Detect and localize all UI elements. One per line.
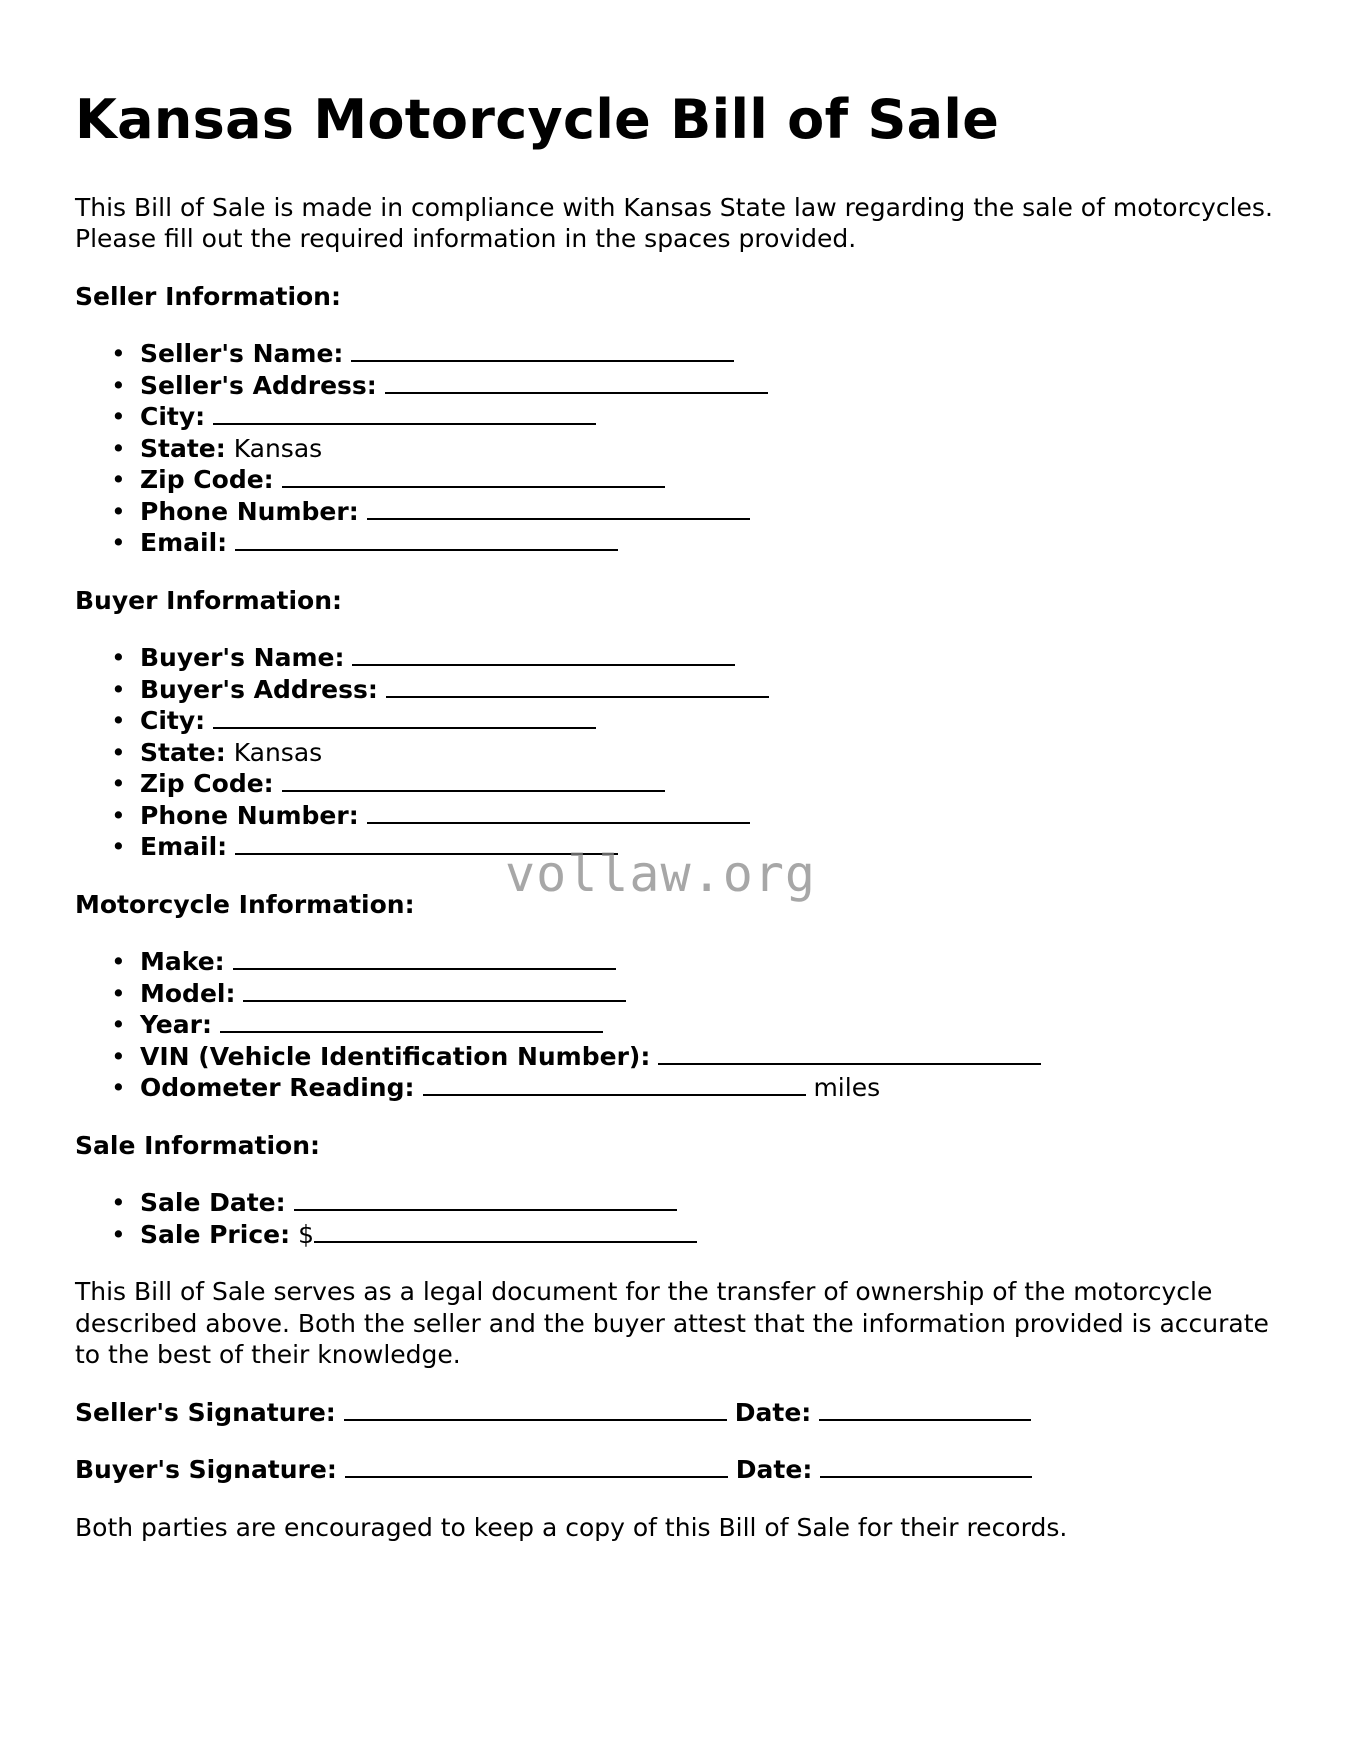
seller-city-label: City: [140, 402, 206, 432]
buyer-email-label: Email: [140, 832, 228, 862]
bullet-icon: • [111, 1073, 126, 1103]
vin-input[interactable] [658, 1045, 1041, 1065]
make-label: Make: [140, 947, 225, 977]
model-label: Model: [140, 978, 236, 1008]
buyer-phone-field [111, 800, 1275, 832]
seller-city-field [111, 401, 1275, 433]
document-page [75, 88, 1275, 1543]
buyer-state-field [111, 737, 1275, 769]
bullet-icon: • [111, 1188, 126, 1218]
footer-paragraph: Both parties are encouraged to keep a copy of this Bill of Sale for their records. [75, 1512, 1068, 1542]
bullet-icon: • [111, 947, 126, 977]
buyer-section-heading: Buyer Information: [75, 585, 343, 615]
make-input[interactable] [233, 950, 616, 970]
seller-address-label: Seller's Address: [140, 370, 377, 400]
bullet-icon: • [111, 737, 126, 767]
bullet-icon: • [111, 1041, 126, 1071]
currency-symbol: $ [298, 1219, 314, 1249]
seller-email-label: Email: [140, 528, 228, 558]
bullet-icon: • [111, 800, 126, 830]
buyer-fields-list [75, 642, 1275, 863]
buyer-state-label: State: [140, 737, 226, 767]
bullet-icon: • [111, 528, 126, 558]
buyer-city-field [111, 705, 1275, 737]
buyer-city-input[interactable] [213, 709, 596, 729]
motorcycle-section-heading: Motorcycle Information: [75, 889, 415, 919]
sale-price-field [111, 1219, 1275, 1251]
buyer-signature-line [75, 1454, 1275, 1486]
sale-section-heading: Sale Information: [75, 1130, 320, 1160]
bullet-icon: • [111, 706, 126, 736]
buyer-city-label: City: [140, 706, 206, 736]
bullet-icon: • [111, 643, 126, 673]
bullet-icon: • [111, 769, 126, 799]
buyer-name-field [111, 642, 1275, 674]
buyer-address-input[interactable] [386, 678, 769, 698]
seller-city-input[interactable] [213, 405, 596, 425]
buyer-signature-label: Buyer's Signature: [75, 1455, 337, 1485]
page-title: Kansas Motorcycle Bill of Sale [75, 88, 1000, 151]
sale-fields-list [75, 1187, 1275, 1250]
buyer-address-field [111, 674, 1275, 706]
seller-phone-input[interactable] [367, 500, 750, 520]
bullet-icon: • [111, 370, 126, 400]
bullet-icon: • [111, 496, 126, 526]
seller-section-heading: Seller Information: [75, 281, 341, 311]
seller-zip-field [111, 464, 1275, 496]
year-field [111, 1009, 1275, 1041]
model-input[interactable] [243, 982, 626, 1002]
bullet-icon: • [111, 1219, 126, 1249]
buyer-phone-label: Phone Number: [140, 800, 359, 830]
buyer-name-label: Buyer's Name: [140, 643, 345, 673]
seller-phone-field [111, 496, 1275, 528]
seller-email-field [111, 527, 1275, 559]
buyer-name-input[interactable] [352, 646, 735, 666]
bullet-icon: • [111, 433, 126, 463]
sale-date-label: Sale Date: [140, 1188, 286, 1218]
seller-signature-input[interactable] [344, 1401, 727, 1421]
seller-date-label: Date: [734, 1397, 812, 1427]
year-input[interactable] [220, 1013, 603, 1033]
bullet-icon: • [111, 1010, 126, 1040]
intro-paragraph: This Bill of Sale is made in compliance with Kansas State law regarding the sale of motorcycles. Please fill out the required information in the spaces provided. [75, 192, 1273, 254]
buyer-phone-input[interactable] [367, 804, 750, 824]
seller-state-field [111, 433, 1275, 465]
seller-email-input[interactable] [235, 531, 618, 551]
buyer-zip-label: Zip Code: [140, 769, 274, 799]
buyer-address-label: Buyer's Address: [140, 674, 378, 704]
buyer-signature-input[interactable] [345, 1458, 728, 1478]
seller-zip-input[interactable] [282, 468, 665, 488]
sale-date-input[interactable] [294, 1191, 677, 1211]
bullet-icon: • [111, 339, 126, 369]
vin-label: VIN (Vehicle Identification Number): [140, 1041, 651, 1071]
year-label: Year: [140, 1010, 212, 1040]
seller-signature-line [75, 1397, 1275, 1429]
buyer-zip-input[interactable] [282, 772, 665, 792]
seller-address-input[interactable] [385, 374, 768, 394]
seller-address-field [111, 370, 1275, 402]
seller-name-field [111, 338, 1275, 370]
seller-state-label: State: [140, 433, 226, 463]
bullet-icon: • [111, 402, 126, 432]
seller-name-input[interactable] [351, 342, 734, 362]
sale-price-input[interactable] [314, 1223, 697, 1243]
seller-name-label: Seller's Name: [140, 339, 344, 369]
seller-state-value: Kansas [233, 433, 323, 463]
odometer-unit: miles [813, 1073, 881, 1103]
buyer-state-value: Kansas [233, 737, 323, 767]
sale-price-label: Sale Price: [140, 1219, 291, 1249]
vin-field [111, 1041, 1275, 1073]
bullet-icon: • [111, 978, 126, 1008]
buyer-date-input[interactable] [820, 1458, 1032, 1478]
odometer-input[interactable] [423, 1076, 806, 1096]
make-field [111, 946, 1275, 978]
odometer-label: Odometer Reading: [140, 1073, 415, 1103]
bullet-icon: • [111, 465, 126, 495]
seller-date-input[interactable] [819, 1401, 1031, 1421]
sale-date-field [111, 1187, 1275, 1219]
seller-signature-label: Seller's Signature: [75, 1397, 336, 1427]
seller-zip-label: Zip Code: [140, 465, 274, 495]
closing-paragraph: This Bill of Sale serves as a legal document for the transfer of ownership of the motorcycle described above. Both the seller and the buyer attest that the information provided is accurate to the best of their knowledge. [75, 1277, 1269, 1370]
seller-fields-list [75, 338, 1275, 559]
seller-phone-label: Phone Number: [140, 496, 359, 526]
bullet-icon: • [111, 674, 126, 704]
buyer-zip-field [111, 768, 1275, 800]
watermark: vollaw.org [505, 845, 817, 903]
buyer-date-label: Date: [735, 1455, 813, 1485]
bullet-icon: • [111, 832, 126, 862]
odometer-field [111, 1072, 1275, 1104]
model-field [111, 978, 1275, 1010]
motorcycle-fields-list [75, 946, 1275, 1104]
